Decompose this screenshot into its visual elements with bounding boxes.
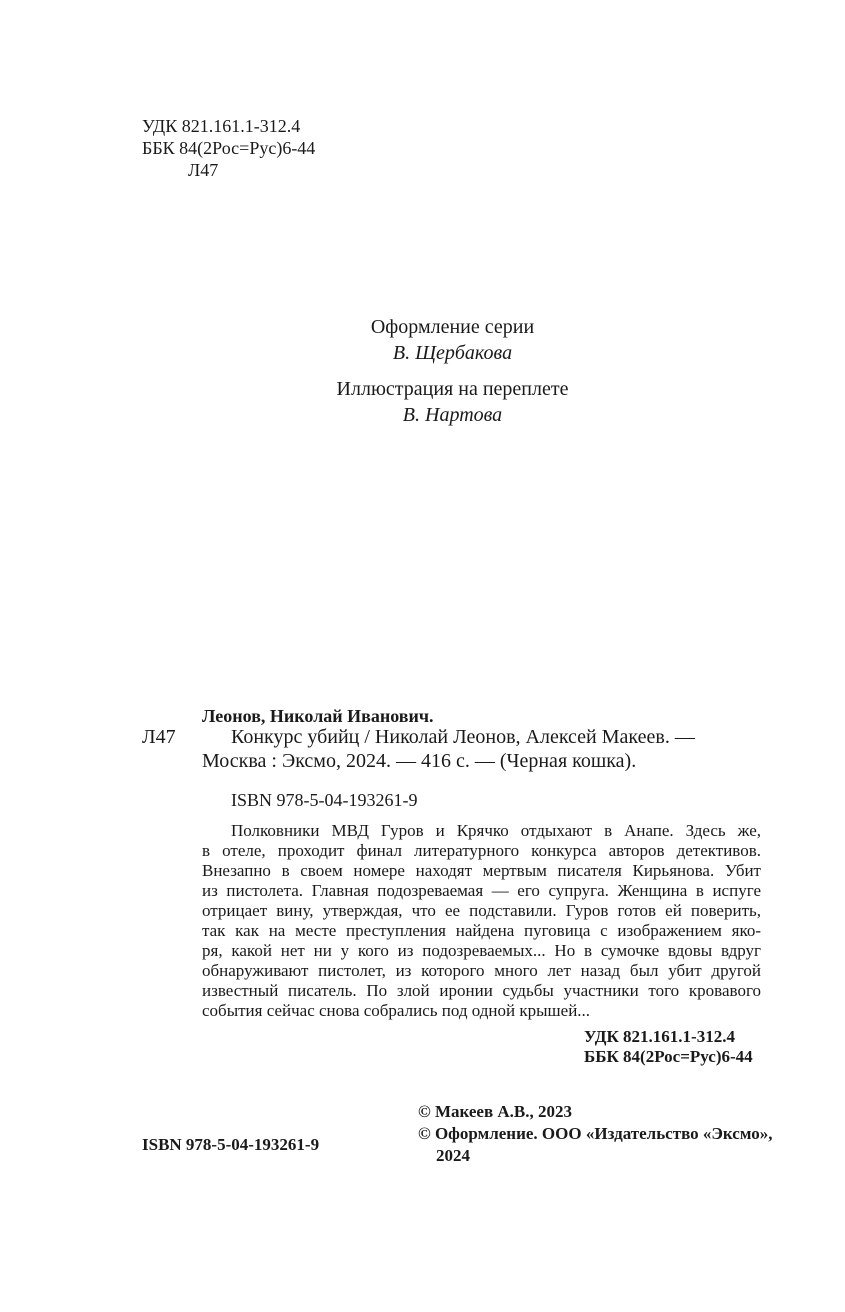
cover-illustration-name: В. Нартова — [402, 404, 503, 426]
copyright-author: © Макеев А.В., 2023 — [418, 1102, 573, 1121]
author-heading: Леонов, Николай Иванович. — [202, 706, 434, 726]
annotation-line: в отеле, проходит финал литературного конкурса авторов детективов. — [202, 841, 761, 860]
title-line-2: Москва : Эксмо, 2024. — 416 с. — (Черная кошка). — [202, 750, 637, 772]
annotation-line: известный писатель. По злой иронии судьбы участники того кровавого — [202, 981, 761, 1000]
classification-udk: УДК 821.161.1-312.4 — [584, 1027, 735, 1046]
cover-illustration-role: Иллюстрация на переплете — [336, 378, 569, 400]
classification-bbk: ББК 84(2Рос=Рус)6-44 — [584, 1047, 753, 1066]
bbk-code: ББК 84(2Рос=Рус)6-44 — [142, 138, 316, 158]
annotation-line: Внезапно в своем номере находят мертвым писателя Кирьянова. Убит — [202, 861, 761, 880]
udk-code: УДК 821.161.1-312.4 — [142, 116, 301, 136]
annotation-line: Полковники МВД Гуров и Крячко отдыхают в Анапе. Здесь же, — [231, 821, 761, 840]
annotation-line: события сейчас снова собрались под одной крышей... — [202, 1001, 591, 1020]
series-design-role: Оформление серии — [370, 316, 535, 338]
annotation-line: отрицает вину, утверждая, что ее подставили. Гуров готов ей поверить, — [202, 901, 761, 920]
annotation-line: ря, какой нет ни у кого из подозреваемых... Но в сумочке вдовы вдруг — [202, 941, 761, 960]
annotation-line: из пистолета. Главная подозреваемая — его супруга. Женщина в испуге — [202, 881, 761, 900]
author-sign: Л47 — [188, 160, 219, 180]
series-design-name: В. Щербакова — [392, 342, 513, 364]
isbn-line: ISBN 978-5-04-193261-9 — [231, 790, 418, 810]
footer-isbn: ISBN 978-5-04-193261-9 — [142, 1135, 320, 1154]
bibliographic-sign: Л47 — [142, 726, 176, 748]
title-line-1: Конкурс убийц / Николай Леонов, Алексей Макеев. — — [231, 726, 695, 748]
annotation-line: обнаруживают пистолет, из которого много лет назад был убит другой — [202, 961, 761, 980]
copyright-design: © Оформление. ООО «Издательство «Эксмо», — [418, 1124, 773, 1143]
annotation-line: так как на месте преступления найдена пуговица с изображением яко- — [202, 921, 761, 940]
copyright-design-year: 2024 — [436, 1146, 470, 1165]
